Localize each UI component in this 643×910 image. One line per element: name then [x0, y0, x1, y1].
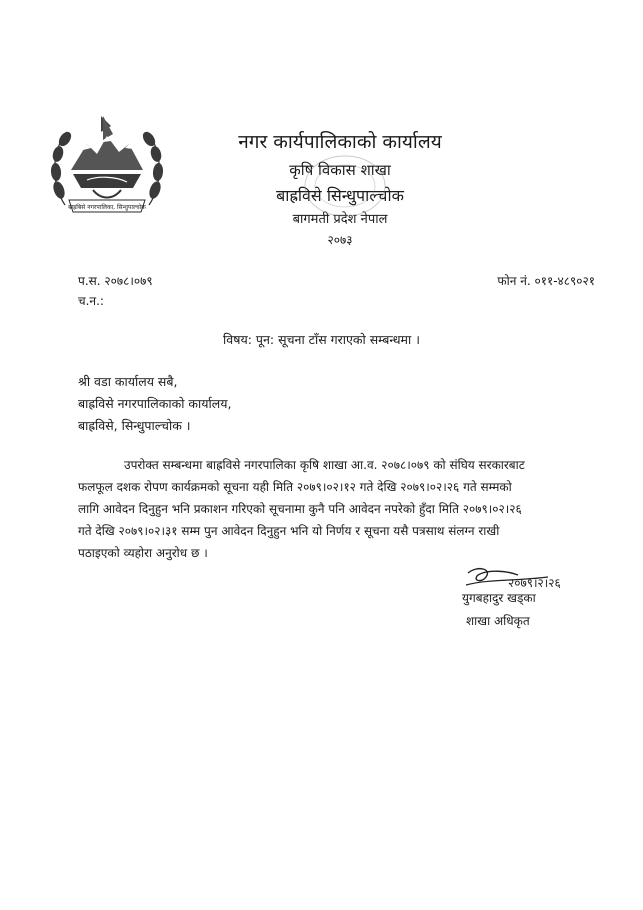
branch-name: कृषि विकास शाखा	[289, 161, 391, 179]
recipient-line: बाह्रविसे नगरपालिकाको कार्यालय,	[78, 396, 232, 411]
emblem-text: बाह्रबिसे नगरपालिका, सिन्धुपाल्चोक	[68, 204, 146, 211]
municipality-name: बाह्रविसे सिन्धुपाल्चोक	[276, 186, 404, 205]
office-title: नगर कार्यपालिकाको कार्यालय	[238, 131, 442, 153]
body-paragraph-line: पठाइएको व्यहोरा अनुरोध छ ।	[78, 546, 208, 560]
recipient-line: बाह्रविसे, सिन्धुपाल्चोक ।	[78, 418, 191, 433]
signer-title: शाखा अधिकृत	[466, 614, 530, 628]
recipient-line: श्री वडा कार्यालय सबै,	[78, 374, 178, 389]
body-paragraph-line: फलफूल दशक रोपण कार्यक्रमको सूचना यही मिति २०७९।०२।१२ गते देखि २०७९।०२।२६ गते सम्मको	[78, 480, 512, 494]
established-year: २०७३	[327, 233, 353, 247]
signature-date: २०७९।२।२६	[508, 576, 561, 590]
province-name: बागमती प्रदेश नेपाल	[292, 212, 388, 227]
office-stamp	[290, 150, 400, 222]
body-paragraph-line: गते देखि २०७९।०२।३१ सम्म पुन आवेदन दिनुहुन भनि यो निर्णय र सूचना यसै पत्रसाथ संलग्न राखी	[78, 524, 500, 538]
dispatch-number: च.न.:	[78, 294, 104, 308]
body-paragraph-line: उपरोक्त सम्बन्धमा बाह्रविसे नगरपालिका कृषि शाखा आ.व. २०७८।०७९ को संघिय सरकारबाट	[124, 458, 525, 472]
phone-number: फोन नं. ०११-४८९०२१	[497, 274, 595, 288]
reference-number: प.स. २०७८।०७९	[78, 274, 153, 288]
letter-subject: विषय: पून: सूचना टाँस गराएको सम्बन्धमा ।	[223, 332, 420, 347]
signer-name: युगबहादुर खड्का	[462, 591, 536, 605]
body-paragraph-line: लागि आवेदन दिनुहुन भनि प्रकाशन गरिएको सूचनामा कुनै पनि आवेदन नपरेको हुँदा मिति २०७९।०२।२६	[78, 502, 522, 516]
nepal-emblem-logo	[45, 110, 169, 226]
